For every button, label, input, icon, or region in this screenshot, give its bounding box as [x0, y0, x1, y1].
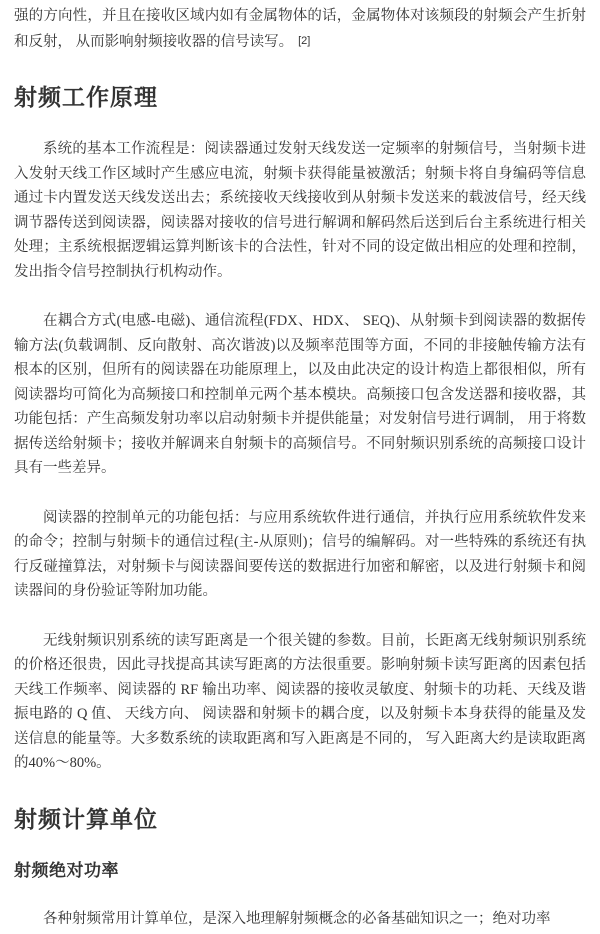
intro-text: 强的方向性，并且在接收区域内如有金属物体的话，金属物体对该频段的射频会产生折射和反射， 从而影响射频接收器的信号读写。: [14, 8, 586, 50]
paragraph-reader-control-unit: 阅读器的控制单元的功能包括：与应用系统软件进行通信，并执行应用系统软件发来的命令；控制与射频卡的通信过程(主-从原则)；信号的编解码。对一些特殊的系统还有执行反碰撞算法，对射频卡与阅读器间要传送的数据进行加密和解密，以及进行射频卡和阅读器间的身份验证等附加功能。: [14, 509, 586, 599]
paragraph-coupling-methods: 在耦合方式(电感-电磁)、通信流程(FDX、HDX、 SEQ)、从射频卡到阅读器的数据传输方法(负载调制、反向散射、高次谐波)以及频率范围等方面，不同的非接触传输方法有根本的区别，但所有的阅读器在功能原理上，以及由此决定的设计构造上都很相似，所有阅读器均可简化为高频接口和控制单元两个基本模块。高频接口包含发送器和接收器，其功能包括：产生高频发射功率以启动射频卡并提供能量；对发射信号进行调制， 用于将数据传送给射频卡；接收并解调来自射频卡的高频信号。不同射频识别系统的高频接口设计具有一些差异。: [14, 313, 586, 476]
paragraph-intro-continuation: [14, 4, 586, 54]
section-heading-rf-calculation-units: 射频计算单位: [14, 805, 158, 832]
section-heading-rf-working-principle: 射频工作原理: [14, 84, 158, 110]
paragraph-read-write-distance: 无线射频识别系统的读写距离是一个很关键的参数。目前，长距离无线射频识别系统的价格还很贵，因此寻找提高其读写距离的方法很重要。影响射频卡读写距离的因素包括天线工作频率、阅读器的 RF 输出功率、阅读器的接收灵敏度、射频卡的功耗、天线及谐振电路的 Q 值、 天线方向、 阅读器和射频卡的耦合度，以及射频卡本身获得的能量及发送信息的能量等。大多数系统的读取距离和写入距离是不同的， 写入距离大约是读取距离的40%～80%。: [14, 632, 586, 771]
paragraph-system-workflow: 系统的基本工作流程是：阅读器通过发射天线发送一定频率的射频信号，当射频卡进入发射天线工作区域时产生感应电流，射频卡获得能量被激活；射频卡将自身编码等信息通过卡内置发送天线发送出去；系统接收天线接收到从射频卡发送来的载波信号，经天线调节器传送到阅读器，阅读器对接收的信号进行解调和解码然后送到后台主系统进行相关处理；主系统根据逻辑运算判断该卡的合法性，针对不同的设定做出相应的处理和控制，发出指令信号控制执行机构动作。: [14, 141, 586, 280]
subsection-heading-rf-absolute-power: 射频绝对功率: [14, 860, 119, 880]
paragraph-units-intro: 各种射频常用计算单位，是深入地理解射频概念的必备基础知识之一；绝对功率: [43, 910, 551, 927]
citation-ref-2[interactable]: [2]: [298, 34, 311, 47]
